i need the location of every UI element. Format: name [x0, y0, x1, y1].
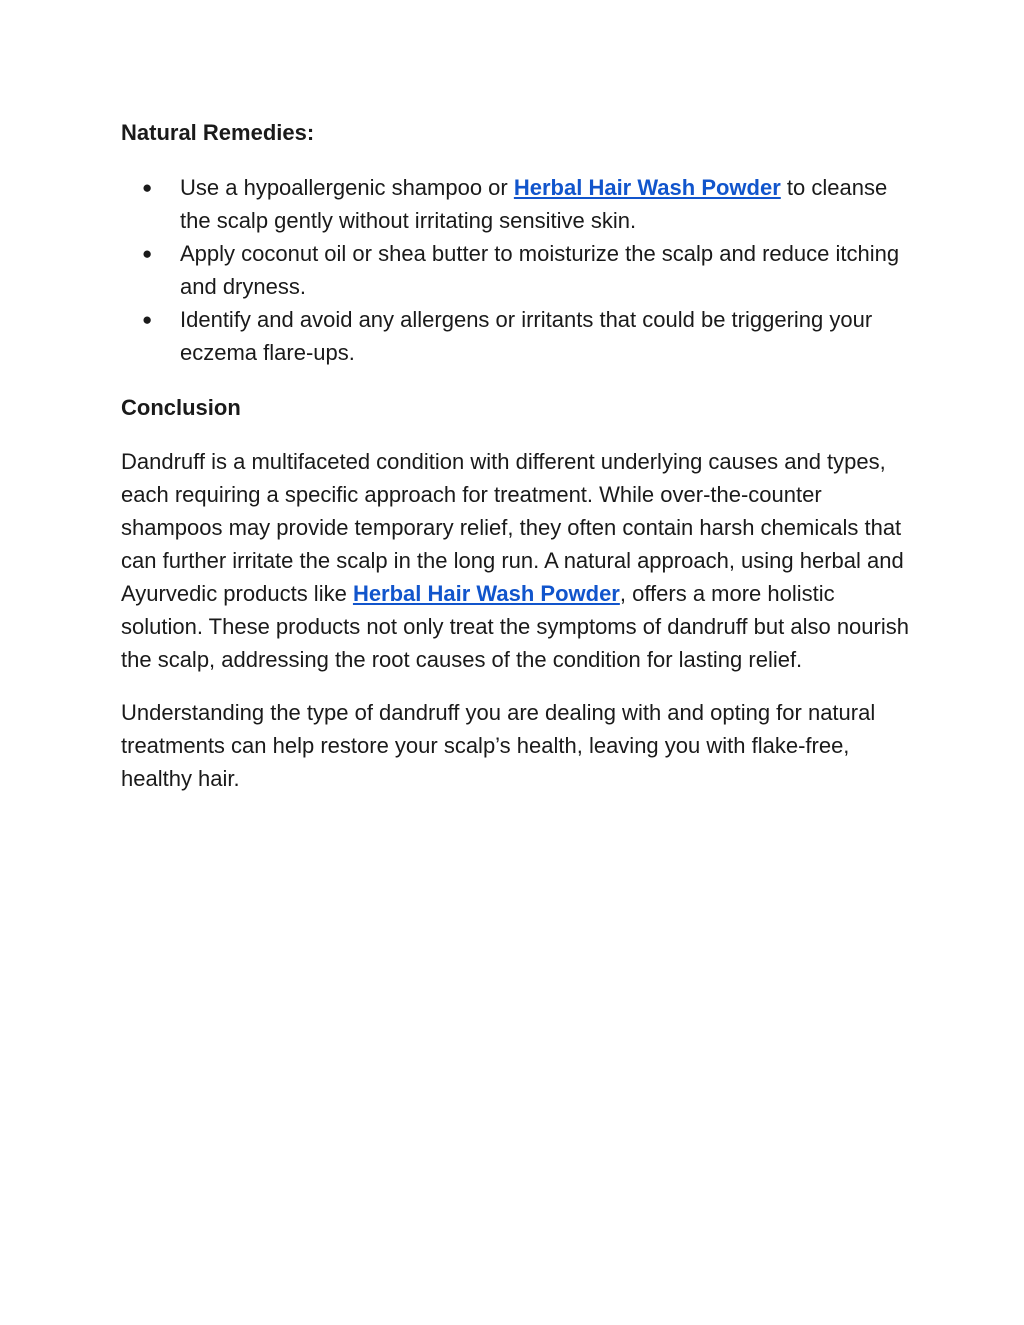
remedies-list [121, 171, 911, 369]
herbal-hair-wash-powder-link[interactable]: Herbal Hair Wash Powder [513, 175, 781, 200]
list-item [121, 171, 911, 237]
list-item-text-after: to cleanse the scalp gently without irritating sensitive skin. [180, 175, 888, 233]
bullet-icon: ● [142, 178, 153, 197]
conclusion-heading: Conclusion [121, 395, 241, 420]
natural-remedies-heading: Natural Remedies: [121, 120, 315, 145]
herbal-hair-wash-powder-link[interactable]: Herbal Hair Wash Powder [352, 581, 620, 606]
bullet-icon: ● [142, 310, 153, 329]
list-item [121, 303, 911, 369]
list-item [121, 237, 911, 303]
conclusion-paragraph-2: Understanding the type of dandruff you are dealing with and opting for natural treatments can help restore your scalp’s health, leaving you with flake-free, healthy hair. [121, 700, 876, 791]
conclusion-paragraph-1 [121, 445, 911, 676]
paragraph-text-before: Dandruff is a multifaceted condition with different underlying causes and types, each requiring a specific approach for treatment. While over-the-counter shampoos may provide temporary relief, they often contain harsh chemicals that can further irritate the scalp in the long run. A natural approach, using herbal and Ayurvedic products like [121, 449, 904, 606]
paragraph-text-after: , offers a more holistic solution. These products not only treat the symptoms of dandruff but also nourish the scalp, addressing the root causes of the condition for lasting relief. [121, 581, 909, 672]
list-item-text-before: Use a hypoallergenic shampoo or [180, 175, 514, 200]
list-item-text: Identify and avoid any allergens or irritants that could be triggering your eczema flare-ups. [180, 307, 873, 365]
bullet-icon: ● [142, 244, 153, 263]
list-item-text: Apply coconut oil or shea butter to moisturize the scalp and reduce itching and dryness. [180, 241, 900, 299]
document-page [121, 116, 911, 815]
